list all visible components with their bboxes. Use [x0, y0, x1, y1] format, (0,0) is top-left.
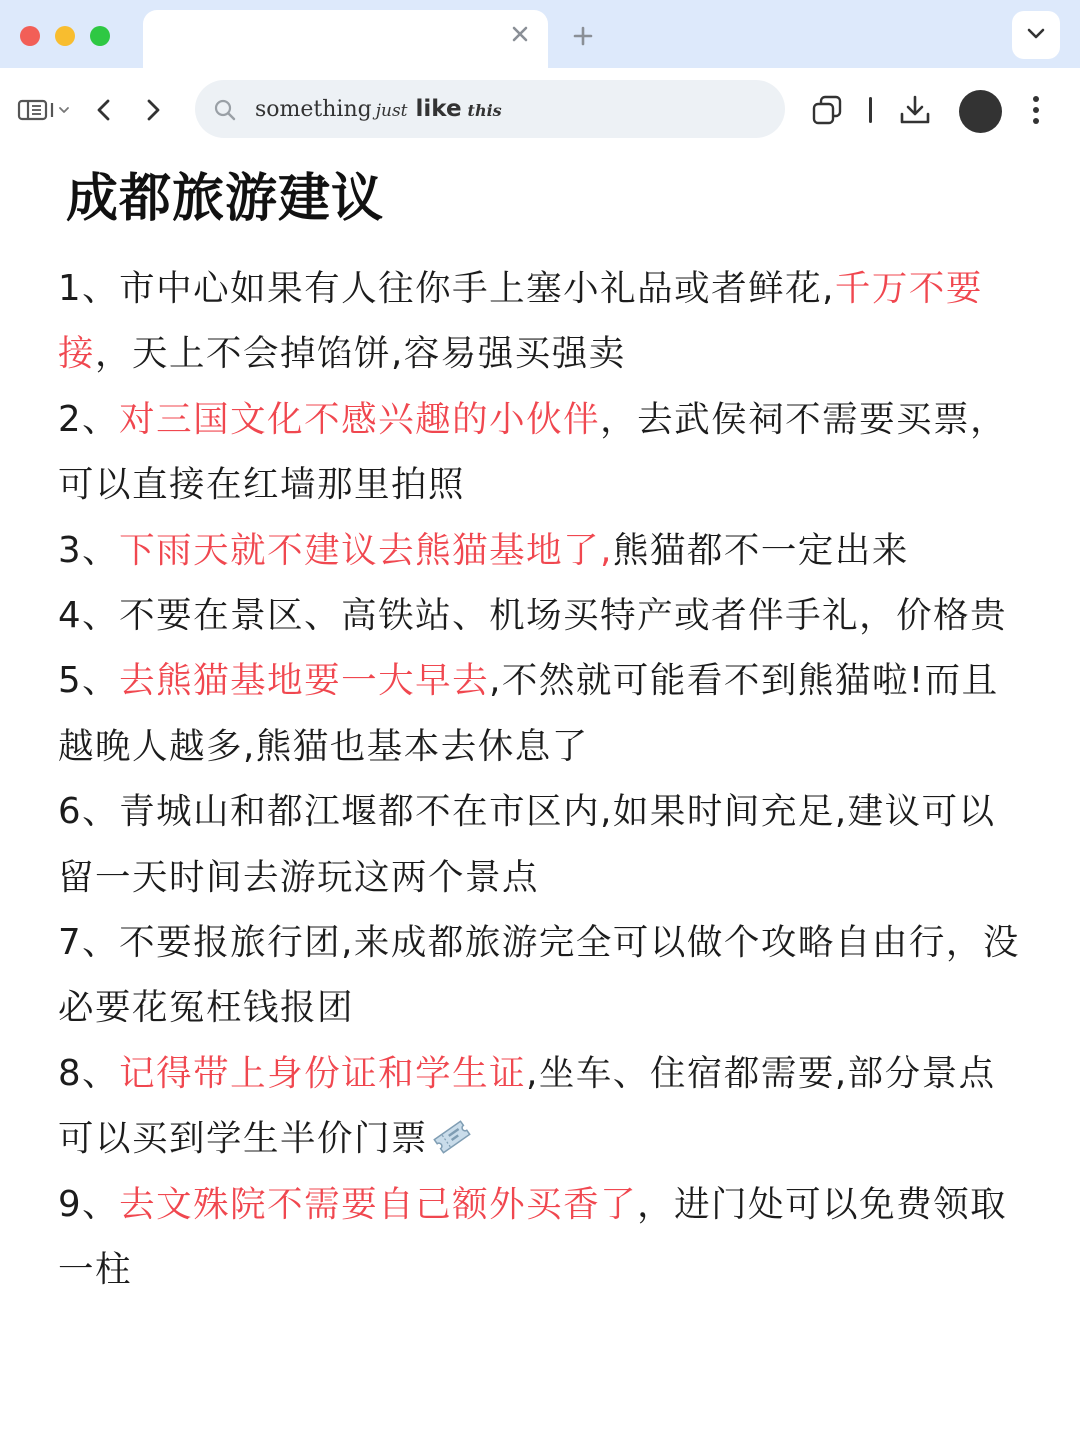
tip-item [58, 256, 1023, 387]
tips-list [58, 256, 1023, 1303]
tip-text: ,坐车、住宿都需要,部分景点可以买到学生半价门票 [58, 1052, 996, 1160]
tip-text: ，去武侯祠不需要买票，可以直接在红墙那里拍照 [58, 398, 1008, 506]
tab-strip [0, 0, 1080, 68]
tip-number: 6、 [58, 791, 120, 833]
address-bar[interactable] [195, 80, 785, 138]
window-minimize-button[interactable] [55, 26, 75, 46]
chevron-down-icon [1024, 21, 1048, 49]
tab-menu-button[interactable] [1012, 11, 1060, 59]
close-icon[interactable] [508, 22, 532, 46]
tip-highlight-text: 千万不要接 [58, 268, 983, 375]
browser-toolbar [0, 68, 1080, 150]
page-content [0, 150, 1080, 1443]
tip-item [58, 910, 1023, 1041]
plus-icon[interactable] [571, 24, 595, 48]
tip-number: 4、 [58, 595, 120, 637]
search-icon [213, 98, 237, 122]
tip-text: 不要在景区、高铁站、机场买特产或者伴手礼，价格贵 [119, 595, 1008, 637]
tip-number: 8、 [58, 1052, 120, 1094]
address-word: this [467, 101, 502, 120]
tip-text: 青城山和都江堰都不在市区内,如果时间充足,建议可以留一天时间去游玩这两个景点 [58, 791, 996, 898]
tip-item [58, 518, 1023, 583]
page-title: 成都旅游建议 [66, 169, 385, 229]
tip-number: 1、 [58, 268, 120, 309]
tip-item [58, 1041, 1023, 1172]
tip-text: 熊猫都不一定出来 [612, 529, 909, 571]
address-word: something [255, 97, 372, 122]
window-maximize-button[interactable] [90, 26, 110, 46]
active-tab[interactable] [143, 10, 548, 70]
toolbar-divider [869, 97, 872, 123]
tip-highlight-text: 对三国文化不感兴趣的小伙伴 [119, 398, 601, 440]
tip-item [58, 1172, 1023, 1303]
tip-text: ,不然就可能看不到熊猫啦!而且越晚人越多,熊猫也基本去休息了 [58, 660, 999, 767]
tip-text: ，进门处可以免费领取一柱 [58, 1183, 1008, 1291]
tip-text: ，天上不会掉馅饼,容易强买强卖 [95, 333, 626, 375]
tip-number: 7、 [58, 922, 120, 964]
tip-highlight-text: 记得带上身份证和学生证 [119, 1052, 527, 1094]
address-word: just [375, 101, 408, 121]
avatar[interactable] [959, 90, 1002, 133]
tip-text: 市中心如果有人往你手上塞小礼品或者鲜花, [119, 268, 835, 309]
more-vertical-icon[interactable] [1024, 93, 1048, 127]
download-icon[interactable] [897, 92, 933, 128]
tip-number: 3、 [58, 529, 120, 571]
tip-highlight-text: 去熊猫基地要一大早去 [119, 660, 490, 702]
tip-number: 9、 [58, 1183, 120, 1225]
tip-item [58, 648, 1023, 779]
ticket-icon [430, 1112, 474, 1150]
sidebar-icon[interactable] [16, 94, 78, 126]
tip-highlight-text: 下雨天就不建议去熊猫基地了, [119, 529, 613, 571]
address-word: like [415, 96, 462, 122]
chevron-right-icon[interactable] [139, 95, 167, 125]
tip-highlight-text: 去文殊院不需要自己额外买香了 [119, 1183, 638, 1225]
chevron-left-icon[interactable] [90, 95, 118, 125]
tip-text: 不要报旅行团,来成都旅游完全可以做个攻略自由行，没必要花冤枉钱报团 [58, 922, 1020, 1029]
copy-icon[interactable] [810, 93, 844, 127]
tip-item [58, 583, 1023, 648]
address-text[interactable] [255, 94, 502, 124]
tip-number: 5、 [58, 660, 120, 702]
tip-item [58, 779, 1023, 910]
tip-number: 2、 [58, 398, 120, 440]
tip-item [58, 387, 1023, 518]
window-close-button[interactable] [20, 26, 40, 46]
